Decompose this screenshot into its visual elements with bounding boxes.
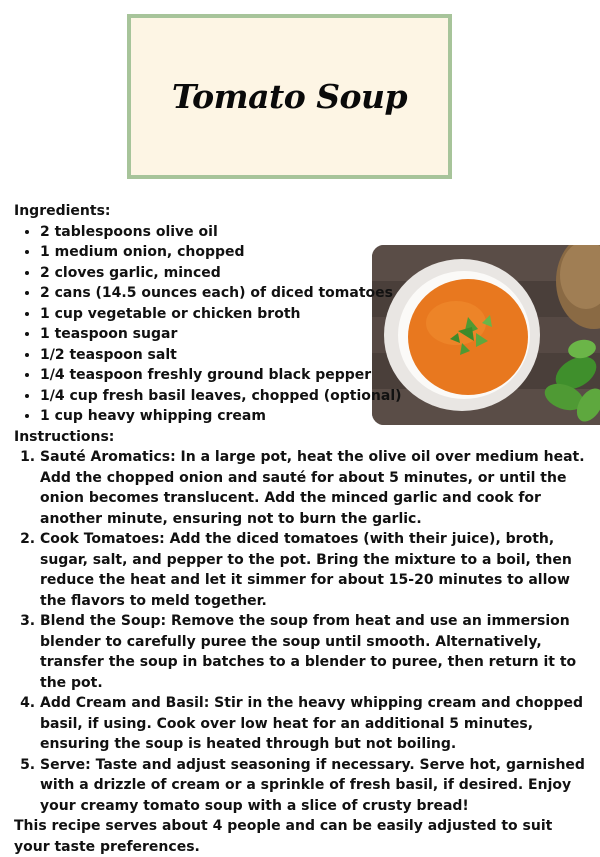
ingredient-item: • 2 cloves garlic, minced: [40, 263, 592, 284]
instruction-step: 5. Serve: Taste and adjust seasoning if necessary. Serve hot, garnished with a drizzle of cream or a sprinkle of fresh basil, if desired. Enjoy your creamy tomato soup with a slice of crusty bread!: [40, 755, 592, 817]
ingredients-list: [14, 222, 592, 427]
ingredient-item: • 1 teaspoon sugar: [40, 324, 592, 345]
ingredient-item: • 1 medium onion, chopped: [40, 242, 592, 263]
instructions-list: [14, 447, 592, 816]
ingredient-item: • 1/2 teaspoon salt: [40, 345, 592, 366]
instructions-heading: Instructions:: [14, 428, 115, 445]
ingredient-item: • 1 cup heavy whipping cream: [40, 406, 592, 427]
ingredient-item: • 1 cup vegetable or chicken broth: [40, 304, 592, 325]
recipe-body: [14, 201, 592, 857]
instruction-step: 4. Add Cream and Basil: Stir in the heavy whipping cream and chopped basil, if using. Cook over low heat for an additional 5 minutes, ensuring the soup is heated through but not boiling.: [40, 693, 592, 755]
ingredient-item: • 2 cans (14.5 ounces each) of diced tomatoes: [40, 283, 592, 304]
instruction-step: 3. Blend the Soup: Remove the soup from heat and use an immersion blender to carefully puree the soup until smooth. Alternatively, transfer the soup in batches to a blender to puree, then return it to the pot.: [40, 611, 592, 693]
page-title: Tomato Soup: [171, 77, 408, 116]
ingredients-heading: Ingredients:: [14, 203, 111, 219]
ingredient-item: • 2 tablespoons olive oil: [40, 222, 592, 243]
ingredient-item: • 1/4 cup fresh basil leaves, chopped (optional): [40, 386, 592, 407]
ingredient-item: • 1/4 teaspoon freshly ground black pepper: [40, 365, 592, 386]
title-banner: [127, 14, 452, 179]
instruction-step: 2. Cook Tomatoes: Add the diced tomatoes (with their juice), broth, sugar, salt, and pepper to the pot. Bring the mixture to a boil, then reduce the heat and let it simmer for about 15-20 minutes to allow the flavors to meld together.: [40, 529, 592, 611]
servings-note: This recipe serves about 4 people and can be easily adjusted to suit your taste preferences.: [14, 818, 553, 855]
instruction-step: 1. Sauté Aromatics: In a large pot, heat the olive oil over medium heat. Add the chopped onion and sauté for about 5 minutes, or until the onion becomes translucent. Add the minced garlic and cook for another minute, ensuring not to burn the garlic.: [40, 447, 592, 529]
